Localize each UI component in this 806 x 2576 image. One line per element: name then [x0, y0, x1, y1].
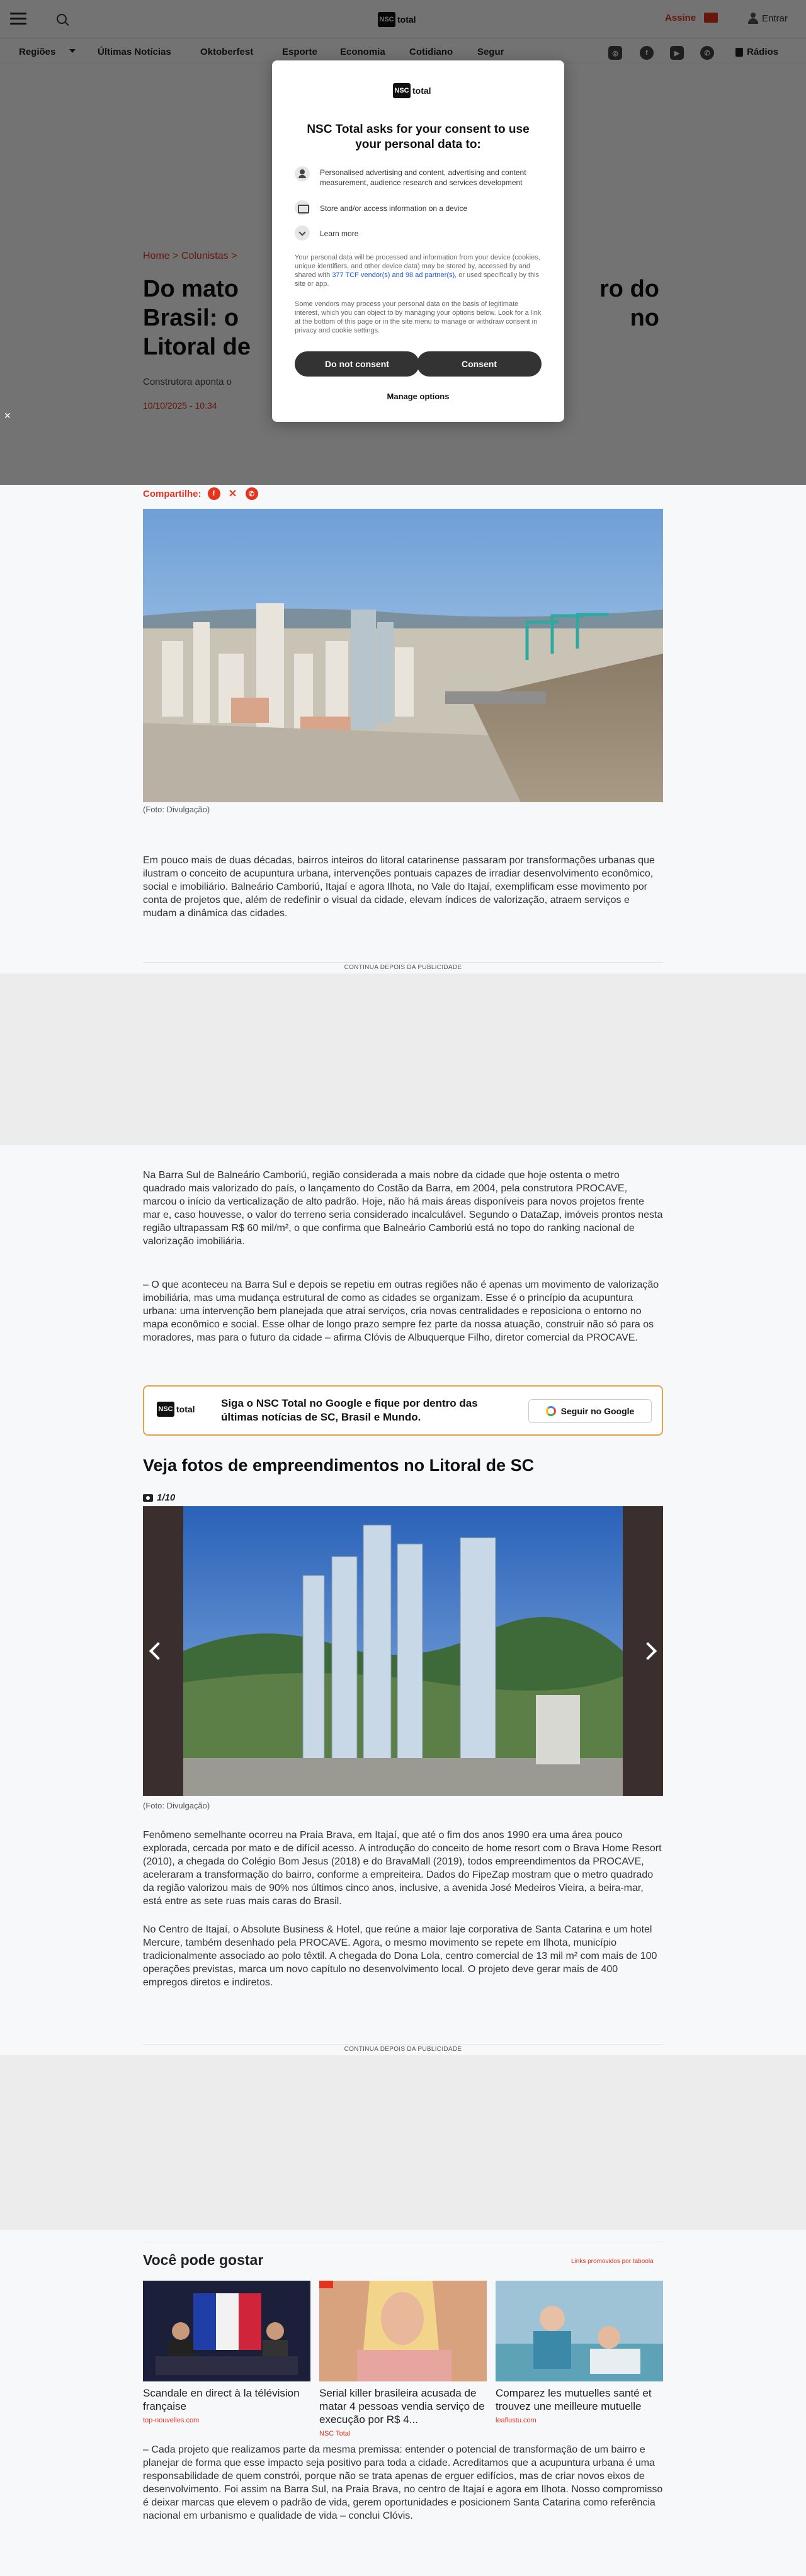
logo-mark: NSC [157, 1402, 174, 1417]
recommendation-image[interactable] [143, 2281, 310, 2381]
consent-button[interactable]: Consent [417, 351, 542, 377]
follow-google-label: Seguir no Google [560, 1406, 635, 1416]
info-text: Your personal data will be processed and information from your device (cookies, unique identifiers, and other device data) may be stored by, accessed by and shared with [295, 254, 540, 279]
logo-mark: NSC [393, 83, 411, 98]
recommendation-source: NSC Total [319, 2430, 351, 2437]
person-icon [295, 166, 310, 181]
article-paragraph-6: – Cada projeto que realizamos parte da mesma premissa: entender o potencial de transformação de um bairro e planejar de forma que esse impacto seja positivo para toda a cidade. Acreditamos que a acupuntura urbana é uma responsabilidade de quem constrói, porque não se trata apenas de erguer edifícios, mas de criar novos eixos de desenvolvimento. Foi assim na Barra Sul, na Praia Brava, no centro de Itajaí e agora em Ilhota. Nosso compromisso é deixar marcas que elevem o padrão de vida, gerem oportunidades e posicionem Santa Catarina como referência nacional em urbanismo e qualidade de vida – conclui Clóvis. [143, 2444, 663, 2521]
recommendation-title[interactable]: Scandale en direct à la télévision française [143, 2387, 300, 2412]
recommendation-title[interactable]: Comparez les mutuelles santé et trouvez une meilleure mutuelle [496, 2387, 652, 2412]
share-bar [143, 487, 258, 500]
towers-photo [183, 1506, 623, 1796]
article-paragraph-2: Na Barra Sul de Balneário Camboriú, região considerada a mais nobre da cidade que hoje ostenta o metro quadrado mais valorizado do país, o lançamento do Costão da Barra, em 2004, pela construtora PROCAVE, marcou o início da verticalização de alto padrão. Hoje, não há mais áreas disponíveis para novos projetos frente mar e, caso houvesse, o valor do terreno seria considerado incalculável. Segundo o DataZap, imóveis prontos nesta região ultrapassam R$ 60 mil/m², o que confirma que Balneário Camboriú está no topo do ranking nacional de valorização imobiliária. [143, 1170, 663, 1247]
facebook-share-icon[interactable]: f [208, 487, 220, 500]
follow-google-button[interactable] [528, 1399, 652, 1423]
gallery-next-arrow-icon[interactable] [635, 1632, 661, 1670]
article-paragraph-1: Em pouco mais de duas décadas, bairros inteiros do litoral catarinense passaram por transformações urbanas que ilustram o conceito de acupuntura urbana, intervenções pontuais capazes de irradiar desenvolvimento econômico, social e imobiliário. Balneário Camboriú, Itajaí e agora Ilhota, no Vale do Itajaí, exemplificam esse movimento por conta de projetos que, além de redefinir o visual da cidade, elevam índices de valorização, atraem serviços e mudam a dinâmica das cidades. [143, 855, 655, 919]
article-hero-image[interactable] [143, 509, 663, 802]
recommendation-card[interactable] [143, 2281, 310, 2424]
info-text: , or used specifically by this site or app. [295, 271, 540, 288]
consent-purpose-ads [295, 166, 542, 188]
ad-slot-1[interactable] [0, 973, 806, 1145]
do-not-consent-button[interactable]: Do not consent [295, 351, 419, 377]
x-share-icon[interactable]: ✕ [228, 489, 237, 499]
consent-info-2: Some vendors may process your personal data on the basis of legitimate interest, which you can object to by managing your options below. Look for a link at the bottom of this page or in the site menu to manage or withdraw consent in privacy and cookie settings. [295, 300, 542, 334]
dentist-photo [496, 2281, 663, 2381]
recommendation-card[interactable] [319, 2281, 487, 2437]
recommendation-image[interactable] [496, 2281, 663, 2381]
ad-label: CONTINUA DEPOIS DA PUBLICIDADE [143, 962, 663, 971]
tv-studio-photo [143, 2281, 310, 2381]
gallery-counter [143, 1492, 175, 1503]
camera-icon [143, 1494, 153, 1502]
consent-dialog [272, 60, 564, 422]
photo-gallery[interactable] [143, 1506, 663, 1796]
vendors-link[interactable]: 377 TCF vendor(s) and 98 ad partner(s) [332, 271, 455, 279]
recommendation-card[interactable] [496, 2281, 663, 2424]
learn-more-toggle[interactable] [295, 225, 542, 241]
gallery-prev-arrow-icon[interactable] [145, 1632, 171, 1670]
consent-info-1 [295, 253, 542, 288]
purpose-text: Personalised advertising and content, advertising and content measurement, audience research and services development [320, 168, 526, 187]
city-harbor-photo [143, 509, 663, 802]
recommendation-source: top-nouvelles.com [143, 2417, 200, 2424]
recommendations-title: Você pode gostar [143, 2252, 264, 2268]
gallery-counter-text: 1/10 [157, 1492, 176, 1503]
gallery-caption: (Foto: Divulgação) [143, 1801, 210, 1810]
manage-options-link[interactable]: Manage options [387, 392, 450, 401]
sponsor-link[interactable]: Links promovidos por taboola [571, 2258, 654, 2265]
gallery-title: Veja fotos de empreendimentos no Litoral de SC [143, 1456, 535, 1475]
recommendation-source: leaflustu.com [496, 2417, 536, 2424]
ad-label: CONTINUA DEPOIS DA PUBLICIDADE [143, 2044, 663, 2053]
ad-slot-2[interactable] [0, 2055, 806, 2230]
article-paragraph-4: Fenômeno semelhante ocorreu na Praia Brava, em Itajaí, que até o fim dos anos 1990 era uma área pouco explorada, cercada por mato e de difícil acesso. A introdução do conceito de home resort com o Brava Home Resort (2010), a chegada do Colégio Bom Jesus (2018) e do BravaMall (2019), todos empreendimentos da PROCAVE, aceleraram a transformação do bairro, conforme a empreiteira. Dados do FipeZap mostram que o metro quadrado da região valorizou mais de 90% nos últimos cinco anos, inclusive, a avenida José Medeiros Vieira, a beira-mar, está entre as sete ruas mais caras do Brasil. [143, 1830, 662, 1907]
purpose-text: Store and/or access information on a device [320, 204, 468, 213]
consent-title: NSC Total asks for your consent to use your personal data to: [307, 123, 530, 151]
logo-text: total [412, 86, 431, 96]
promo-logo [157, 1402, 195, 1417]
chevron-down-icon[interactable] [295, 225, 310, 241]
google-news-promo [143, 1385, 663, 1436]
google-icon [546, 1406, 556, 1416]
device-icon [295, 200, 310, 215]
logo-text: total [176, 1404, 195, 1414]
consent-logo [393, 83, 431, 98]
promo-text: Siga o NSC Total no Google e fique por dentro das últimas notícias de SC, Brasil e Mundo. [221, 1397, 478, 1423]
consent-purpose-storage [295, 200, 542, 215]
learn-more-label[interactable]: Learn more [320, 229, 359, 238]
share-label: Compartilhe: [143, 488, 202, 499]
whatsapp-share-icon[interactable]: ✆ [246, 487, 258, 500]
portrait-photo [319, 2281, 487, 2381]
article-paragraph-3: – O que aconteceu na Barra Sul e depois se repetiu em outras regiões não é apenas um movimento de valorização imobiliária, mas uma mudança estrutural de como as cidades se organizam. Esse é o princípio da acupuntura urbana: uma intervenção bem planejada que atrai serviços, cria novas centralidades e reposiciona o entorno no mapa econômico e social. Esse olhar de longo prazo sempre fez parte da nossa atuação, construir não só para os moradores, mas para o futuro da cidade – afirma Clóvis de Albuquerque Filho, diretor comercial da PROCAVE. [143, 1279, 659, 1343]
close-icon[interactable]: ✕ [4, 411, 11, 421]
article-paragraph-5: No Centro de Itajaí, o Absolute Business & Hotel, que reúne a maior laje corporativa de Santa Catarina e um hotel Mercure, também desenhado pela PROCAVE. Agora, o mesmo movimento se repete em Ilhota, município tradicionalmente associado ao polo têxtil. A chegada do Dona Lola, centro comercial de 13 mil m² com mais de 100 operações previstas, marca um novo capítulo no desenvolvimento local. O projeto deve gerar mais de 400 empregos diretos e indiretos. [143, 1924, 657, 1988]
recommendation-title[interactable]: Serial killer brasileira acusada de matar 4 pessoas vendia serviço de execução por R$ 4... [319, 2387, 485, 2426]
recommendation-image[interactable] [319, 2281, 487, 2381]
image-caption: (Foto: Divulgação) [143, 805, 210, 814]
